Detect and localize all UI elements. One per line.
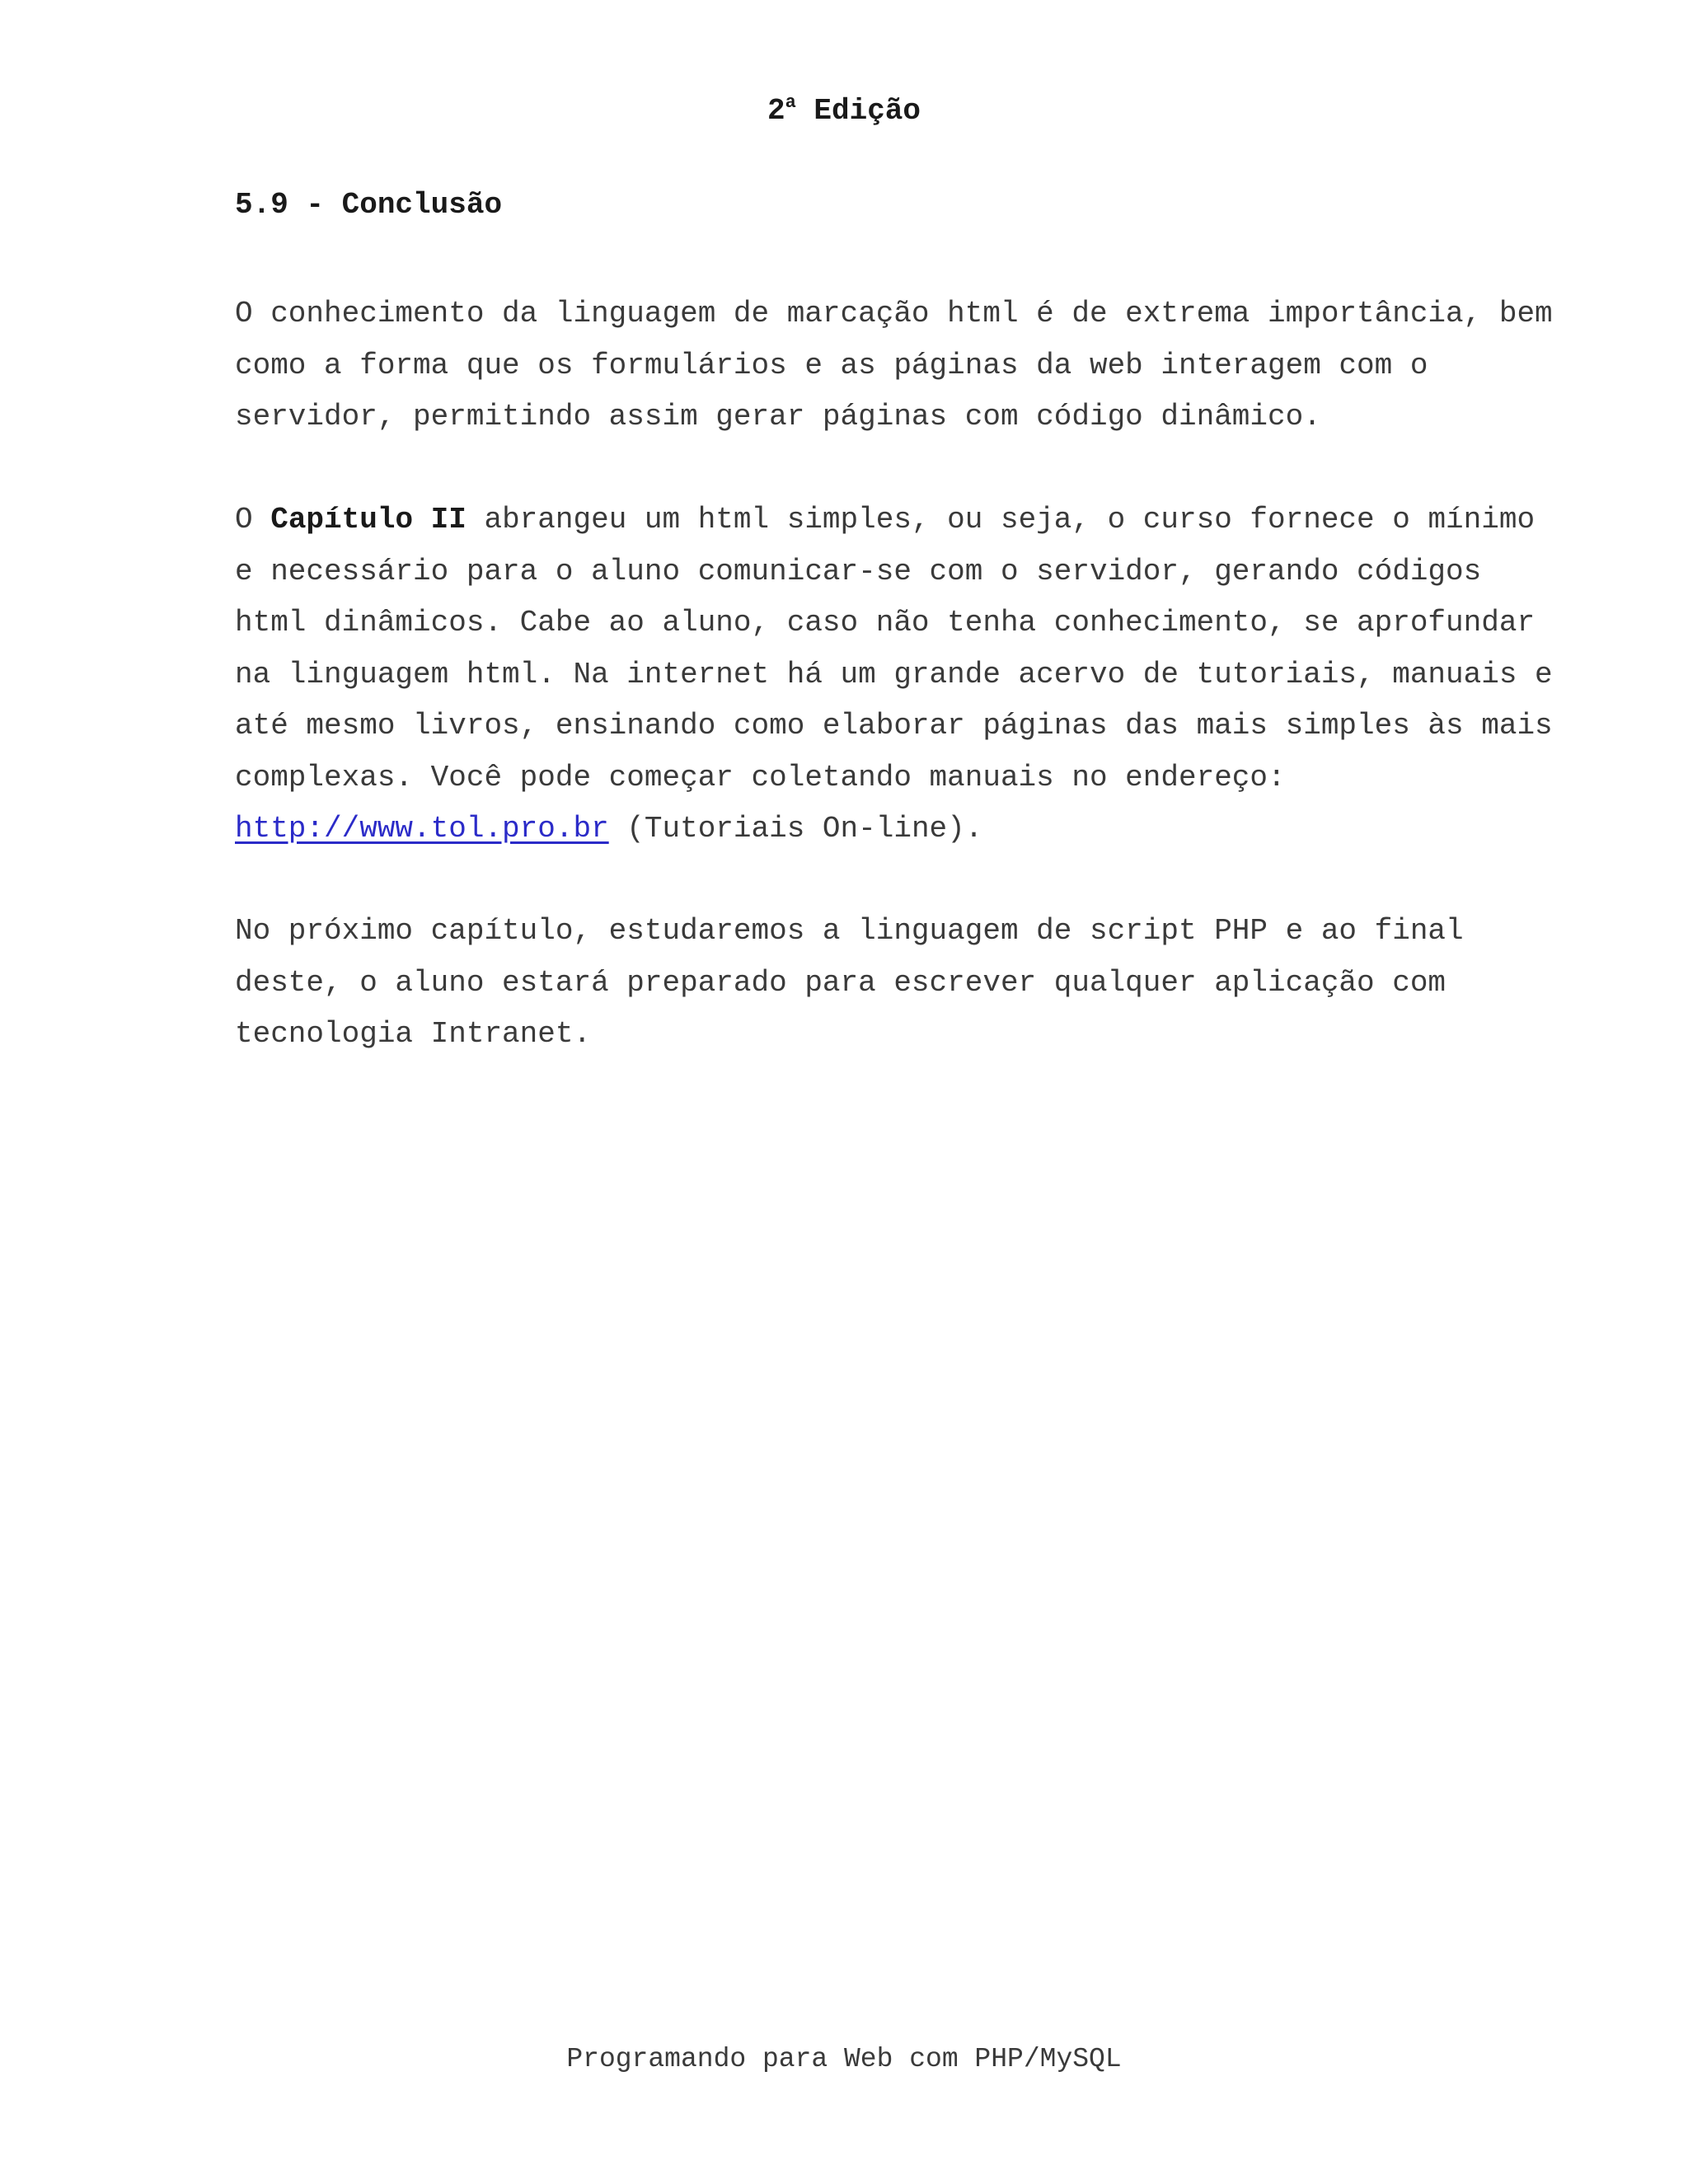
edition-number: 2 [767,94,785,128]
tutorials-link[interactable]: http://www.tol.pro.br [235,812,609,846]
page-footer: Programando para Web com PHP/MySQL [566,2044,1122,2074]
paragraph-chapter-ii [235,494,1587,855]
paragraph-next-chapter: No próximo capítulo, estudaremos a linguagem de script PHP e ao final deste, o aluno estará preparado para escrever qualquer aplicação com tecnologia Intranet. [235,914,1464,1051]
edition-header [0,92,1688,128]
link-caption: (Tutoriais On-line). [608,812,983,846]
section-title: 5.9 - Conclusão [235,188,503,222]
paragraph-intro: O conhecimento da linguagem de marcação html é de extrema importância, bem como a forma que os formulários e as páginas da web interagem com o servidor, permitindo assim gerar páginas com código dinâmico. [235,297,1553,434]
paragraph-body: abrangeu um html simples, ou seja, o curso fornece o mínimo e necessário para o aluno comunicar-se com o servidor, gerando códigos html dinâmicos. Cabe ao aluno, caso não tenha conhecimento, se aprofundar na linguagem html. Na internet há um grande acervo de tutoriais, manuais e até mesmo livros, ensinando como elaborar páginas das mais simples às mais complexas. Você pode começar coletando manuais no endereço: [235,503,1553,794]
chapter-reference: Capítulo II [270,503,467,537]
edition-ordinal: a [785,92,796,113]
paragraph-prefix: O [235,503,271,537]
edition-word: Edição [814,94,921,128]
